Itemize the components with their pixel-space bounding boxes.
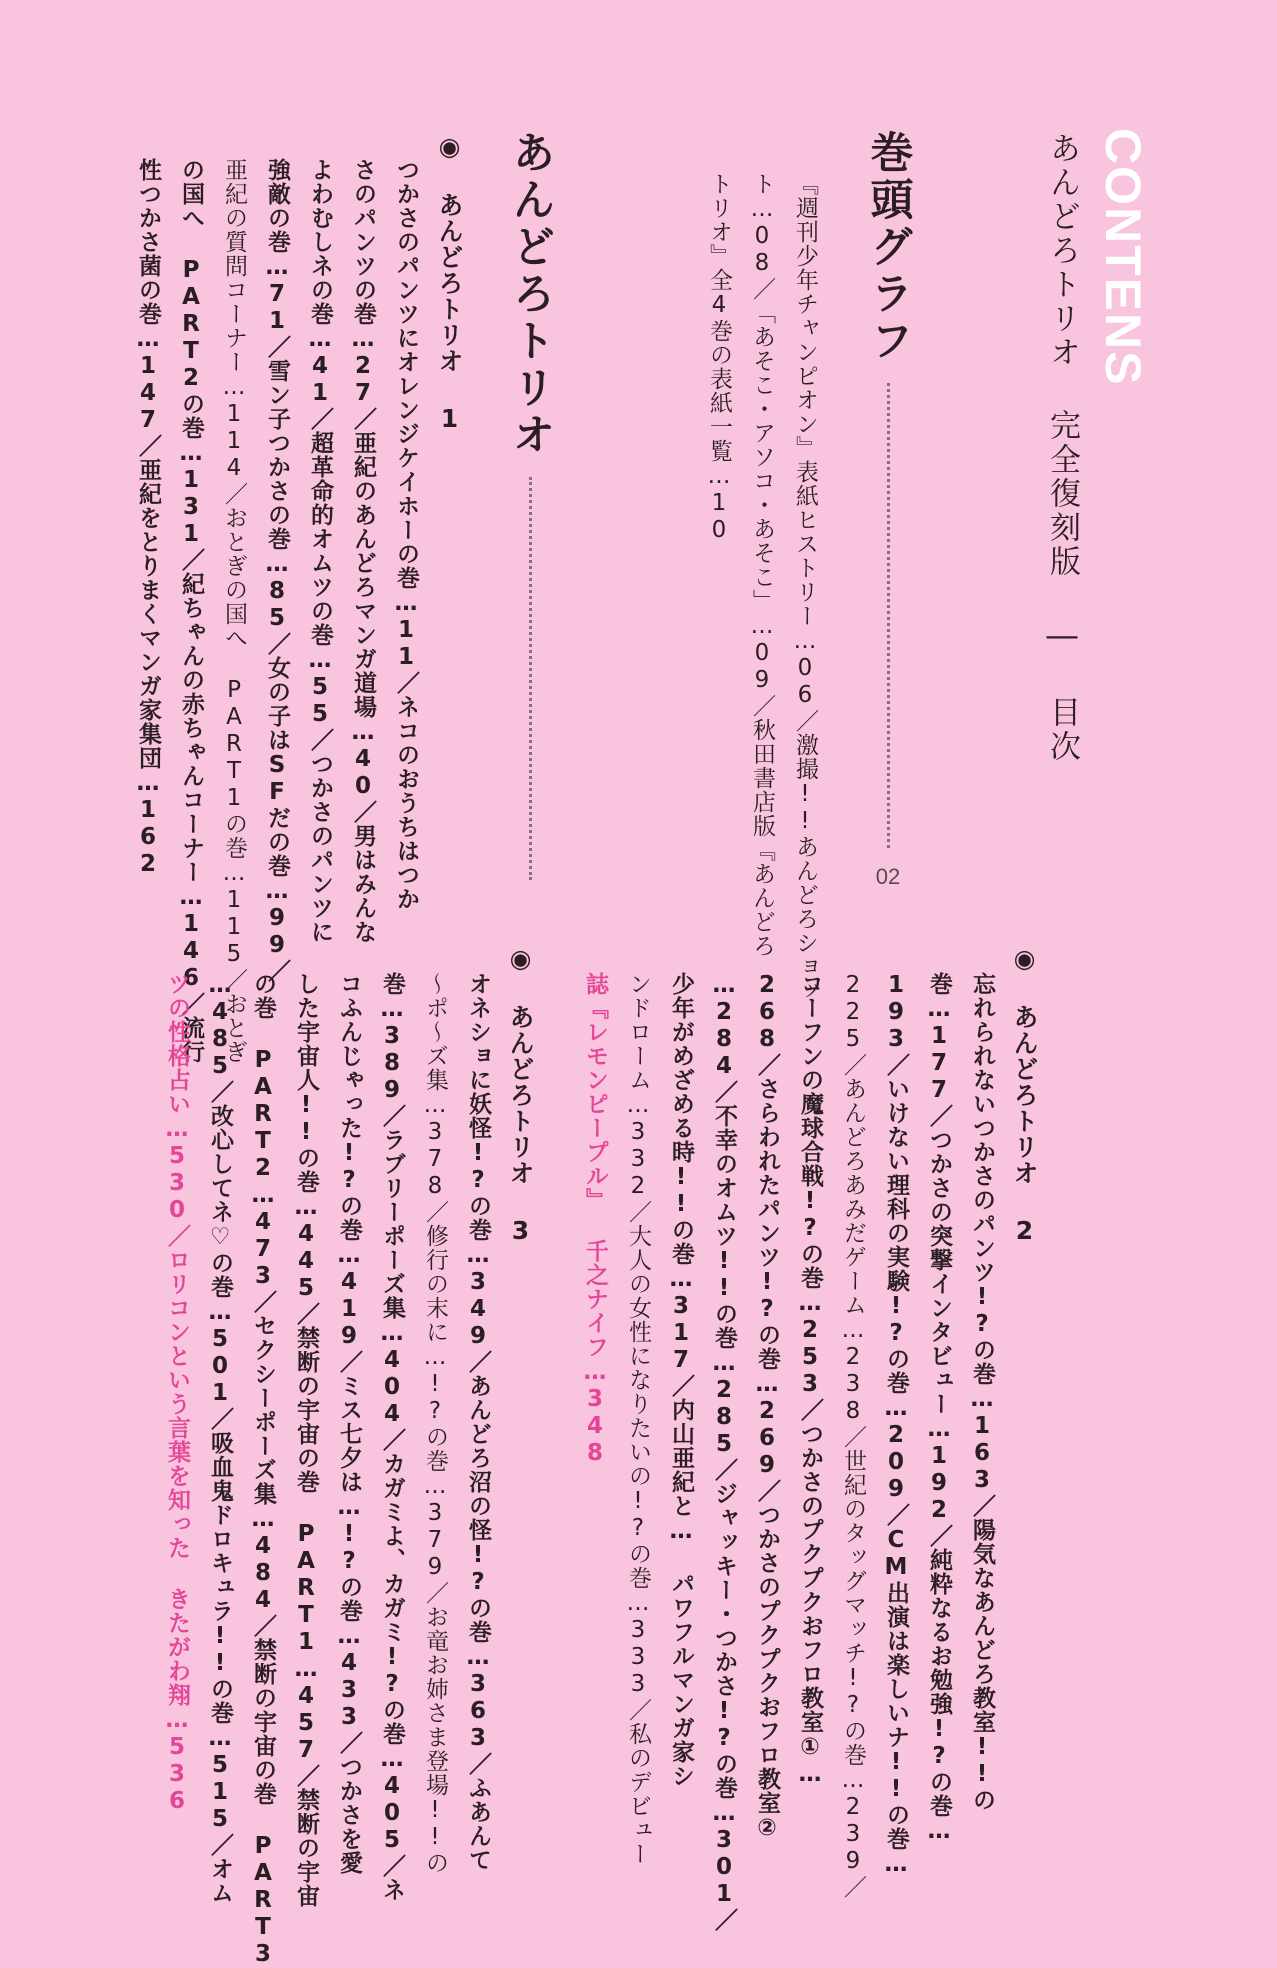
volume1-line: つかさのパンツにオレンジケイホーの巻…11／ネコのおうちはつか [393,158,419,911]
volume3-line: ～ポ～ズ集…378／修行の末に…!?の巻…379／お竜お姉さま登場!!の [422,972,448,1875]
volume3-heading: ◉ あんどろトリオ 3 [506,944,535,1246]
volume3-line: ツの性格占い…530／ロリコンという言葉を知った きたがわ翔…536 [164,972,190,1815]
kanto-graph-heading-line [858,130,918,890]
contents-title-en: CONTENS [1095,128,1151,387]
volume1-line: 性つかさ菌の巻…147／亜紀をとりまくマンガ家集団…162 [135,158,161,878]
andoro-trio-heading: あんどろトリオ [505,130,556,459]
contents-title-ja: あんどろトリオ 完全復刻版 ― 目次 [1044,132,1080,764]
kanto-graph-line: 『週刊少年チャンピオン』表紙ヒストリー…06／激撮!!あんどろショッ [792,172,818,1003]
volume3-line: コふんじゃった!?の巻…419／ミス七夕は…!?の巻…433／つかさを愛 [336,972,362,1875]
volume1-line: 強敵の巻…71／雪ン子つかさの巻…85／女の子はSFだの巻…99／ [264,158,290,983]
volume1-line: の国へ PART2の巻…131／紀ちゃんの赤ちゃんコーナー…146／流行 [178,158,204,1064]
leader-dots [529,477,532,880]
volume3-line: …485／改心してネ♡の巻…501／吸血鬼ドロキュラ!!の巻…515／オム [207,972,233,1905]
volume3-line: 巻…389／ラブリーポーズ集…404／カガミよ、カガミ!?の巻…405／ネ [379,972,405,1902]
kanto-graph-heading: 巻頭グラフ [863,130,914,365]
volume3-line: オネショに妖怪!?の巻…349／あんどろ沼の怪!?の巻…363／ふあんて [465,972,491,1872]
kanto-graph-line: ト…08／「あそこ・アソコ・あそこ」…09／秋田書店版『あんどろ [749,172,775,958]
kanto-graph-line: トリオ』全4巻の表紙一覧…10 [706,172,732,544]
leader-dots [887,383,890,848]
volume1-line: さのパンツの巻…27／亜紀のあんどろマンガ道場…40／男はみんな [350,158,376,944]
volume2-line: ンドローム…332／大人の女性になりたいの!?の巻…333／私のデビュー [625,972,651,1866]
volume2-line: 巻…177／つかさの突撃インタビュー…192／純粋なるお勉強!?の巻… [926,972,952,1845]
volume2-heading: ◉ あんどろトリオ 2 [1010,944,1039,1246]
volume3-line: の巻 PART2…473／セクシーポーズ集…484／禁断の宇宙の巻 PART3 [250,972,276,1968]
volume2-line: …284／不幸のオムツ!!の巻…285／ジャッキー・つかさ!?の巻…301／ [711,972,737,1932]
volume2-line: 少年がめざめる時!!の巻…317／内山亜紀と… パワフルマンガ家シ [668,972,694,1788]
andoro-trio-heading-line [500,130,560,890]
volume1-line: よわむしネの巻…41／超革命的オムツの巻…55／つかさのパンツに [307,158,333,944]
volume2-line: コーフンの魔球合戦!?の巻…253／つかさのプクプクおフロ教室①… [797,972,823,1788]
volume1-heading: ◉ あんどろトリオ 1 [435,132,464,434]
kanto-graph-page: 02 [875,864,901,889]
volume2-line: 225／あんどろあみだゲーム…238／世紀のタッグマッチ!?の巻…239／ [840,972,866,1899]
volume2-line: 忘れられないつかさのパンツ!?の巻…163／陽気なあんどろ教室!!の [969,972,995,1812]
volume2-line: 誌『レモンピープル』 千之ナイフ…348 [582,972,608,1467]
volume1-line: 亜紀の質問コーナー…114／おとぎの国へ PART1の巻…115／おとぎ [221,158,247,1064]
volume2-line: 268／さらわれたパンツ!?の巻…269／つかさのプクプクおフロ教室② [754,972,780,1842]
volume3-line: した宇宙人!!の巻…445／禁断の宇宙の巻 PART1…457／禁断の宇宙 [293,972,319,1908]
volume2-line: 193／いけない理科の実験!?の巻…209／CM出演は楽しいナ!!の巻… [883,972,909,1878]
